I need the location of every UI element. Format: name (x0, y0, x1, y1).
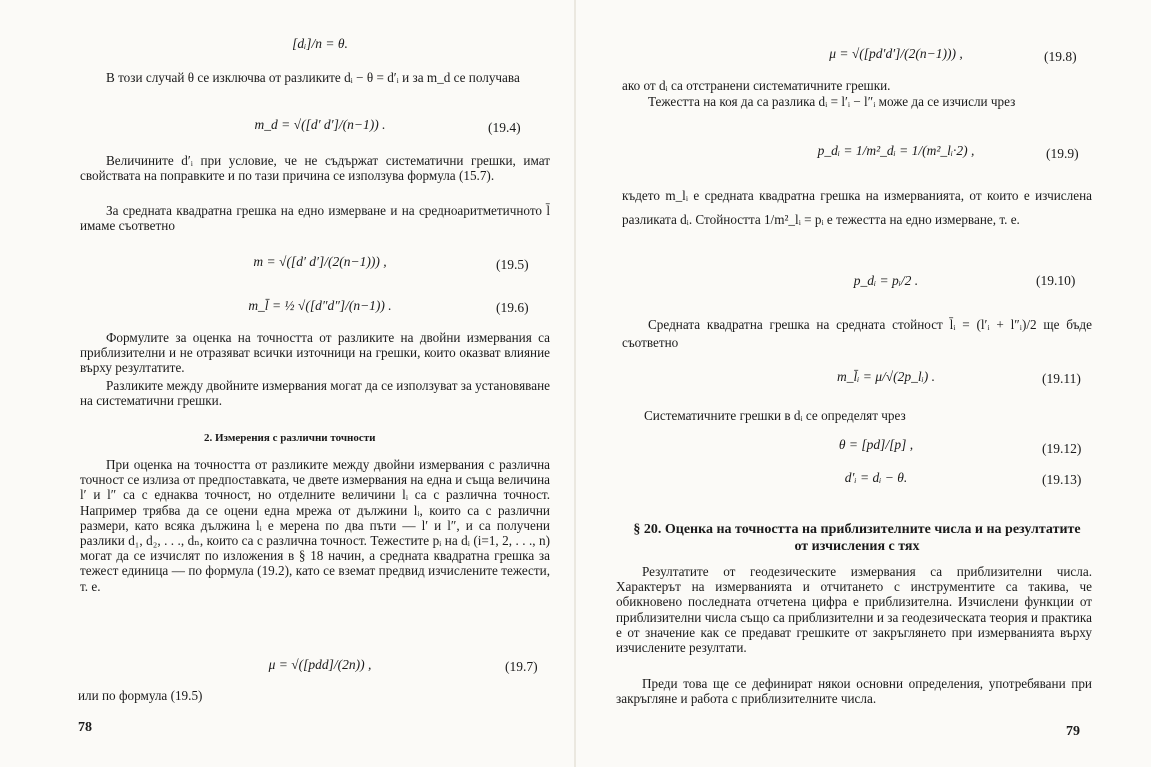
paragraph-3: За средната квадратна грешка на едно измерване и на средноаритметичното l̄ имаме съответно (80, 203, 550, 234)
section-title: § 20. Оценка на точността на приблизителните числа и на резултатите от изчисления с тях (633, 522, 1081, 554)
paragraph-4: Формулите за оценка на точността от разликите на двойни измервания са приблизителни и не отразяват всички източници на грешки, които оказват влияние върху резултатите. (80, 330, 550, 376)
equation-19-11: m_l̄ᵢ = μ/√(2p_lᵢ) . (836, 369, 936, 384)
equation-19-7: μ = √([pdd]/(2n)) , (268, 657, 372, 672)
paragraph-r6: Резултатите от геодезическите измервания са приблизителни числа. Характерът на измерванията и отчитането с инструментите са такива, че обикновено последната отчетена цифра е приблизителна. Изчислени функции от приблизителни числа също са приблизителни и за геодезическата теория и практика е от значение как се предават грешките от закръглянето при измерванията върху изчислените резултати. (616, 564, 1092, 656)
equation-number-19-11: (19.11) (1042, 371, 1081, 386)
equation-number-19-6: (19.6) (496, 300, 529, 315)
equation-number-19-13: (19.13) (1042, 472, 1082, 487)
equation-number-19-7: (19.7) (505, 659, 538, 674)
equation-19-12: θ = [pd]/[p] , (838, 437, 914, 452)
equation-number-19-5: (19.5) (496, 257, 529, 272)
subsection-heading: 2. Измерения с различни точности (204, 432, 376, 444)
equation-19-5: m = √([d′ d′]/(2(n−1))) , (253, 254, 387, 269)
paragraph-r5: Систематичните грешки в dᵢ се определят чрез (644, 408, 906, 423)
equation-number-19-9: (19.9) (1046, 146, 1079, 161)
paragraph-1: В този случай θ се изключва от разликите dᵢ − θ = d′ᵢ и за m_d се получава (106, 70, 520, 85)
paragraph-r4: Средната квадратна грешка на средната стойност l̄ᵢ = (l′ᵢ + l″ᵢ)/2 ще бъде съответно (622, 317, 1092, 350)
paragraph-5: Разликите между двойните измервания могат да се използуват за установяване на систематични грешки. (80, 378, 550, 409)
equation-theta: [dᵢ]/n = θ. (292, 36, 348, 51)
paragraph-r7: Преди това ще се дефинират някои основни определения, употребявани при закръгляне и работа с приблизителните числа. (616, 676, 1092, 707)
equation-number-19-4: (19.4) (488, 120, 521, 135)
paragraph-2: Величините d′ᵢ при условие, че не съдържат систематични грешки, имат свойствата на поправките и по тази причина се използува формула (15.7). (80, 153, 550, 184)
paragraph-r3: където m_lᵢ е средната квадратна грешка на измерванията, от които е изчислена разликата dᵢ. Стойността 1/m²_lᵢ = pᵢ е тежестта на едно измерване, т. е. (622, 188, 1092, 227)
page-number-left: 78 (78, 720, 92, 735)
paragraph-r1: ако от dᵢ са отстранени систематичните грешки. (622, 78, 891, 93)
equation-19-10: p_dᵢ = pᵢ/2 . (853, 273, 919, 288)
equation-19-13: d′ᵢ = dᵢ − θ. (844, 470, 908, 485)
equation-19-8: μ = √([pd′d′]/(2(n−1))) , (829, 46, 963, 61)
right-page (576, 0, 1151, 767)
equation-19-6: m_l̄ = ½ √([d″d″]/(n−1)) . (248, 298, 392, 313)
equation-number-19-8: (19.8) (1044, 49, 1077, 64)
page-number-right: 79 (1066, 724, 1080, 739)
equation-19-4: m_d = √([d′ d′]/(n−1)) . (254, 117, 386, 132)
paragraph-7: или по формула (19.5) (78, 688, 203, 703)
equation-number-19-10: (19.10) (1036, 273, 1076, 288)
left-page (0, 0, 575, 767)
paragraph-6: При оценка на точността от разликите между двойни измервания с различна точност се излиза от предпоставката, че двете измервания на една и съща величина l′ и l″ са с еднаква точност, но отделните величини lᵢ са с различна точност. Например трябва да се оцени една мрежа от дължини lᵢ, които са с различни размери, като всяка дължина lᵢ е мерена по два пъти — l′ и l″, и са получени разлики d₁, d₂, . . ., dₙ, които са с различна точност. Тежестите pᵢ на dᵢ (i=1, 2, . . ., n) могат да се изчислят по изложения в § 18 начин, а средната квадратна грешка за тежест единица — по формула (19.2), като се вземат предвид изчислените тежести, т. е. (80, 457, 550, 594)
equation-19-9: p_dᵢ = 1/m²_dᵢ = 1/(m²_lᵢ·2) , (817, 143, 975, 158)
equation-number-19-12: (19.12) (1042, 441, 1082, 456)
paragraph-r2: Тежестта на коя да са разлика dᵢ = l′ᵢ − l″ᵢ може да се изчисли чрез (648, 94, 1016, 109)
